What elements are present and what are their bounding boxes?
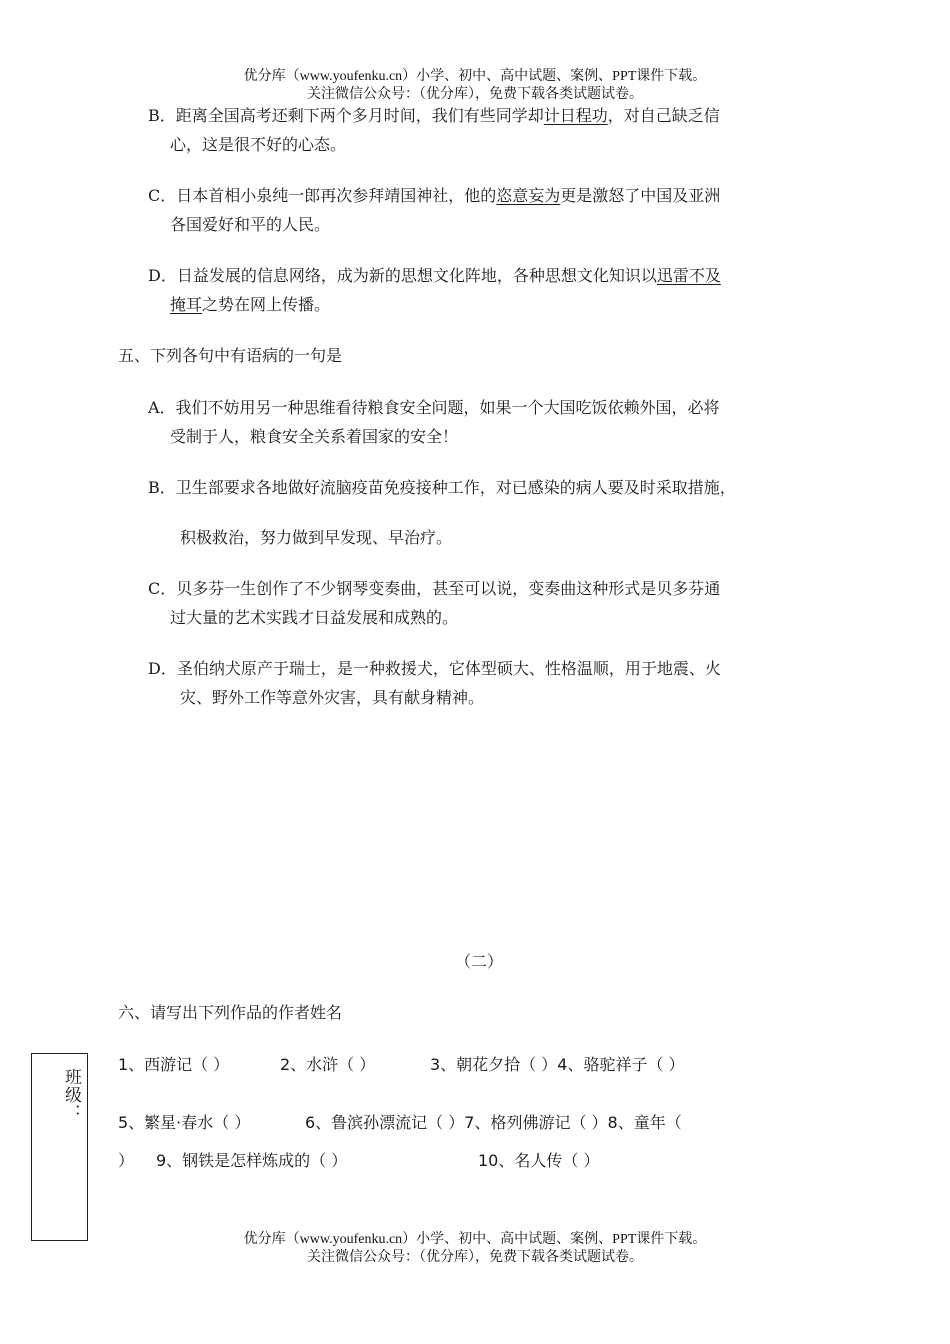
- q4-option-b-pre: B．距离全国高考还剩下两个多月时间，我们有些同学却: [148, 106, 544, 125]
- q4-option-d: [148, 266, 721, 286]
- q6-item-5: 5、繁星·春水（ ）: [118, 1113, 251, 1132]
- header-line-2: 关注微信公众号：（优分库），免费下载各类试题试卷。: [307, 87, 643, 102]
- q5-option-c-line1: C．贝多芬一生创作了不少钢琴变奏曲，甚至可以说，变奏曲这种形式是贝多芬通: [148, 579, 721, 598]
- footer-line-1: 优分库（www.youfenku.cn）小学、初中、高中试题、案例、PPT课件下载。: [243, 1232, 707, 1247]
- header-line-1: 优分库（www.youfenku.cn）小学、初中、高中试题、案例、PPT课件下载。: [243, 69, 707, 84]
- q5-title: 五、下列各句中有语病的一句是: [118, 346, 343, 365]
- q5-option-a-line2: 受制于人，粮食安全关系着国家的安全！: [170, 427, 459, 446]
- q4-option-b-post: ，对自己缺乏信: [607, 106, 720, 125]
- q4-option-d-line2: [170, 295, 330, 315]
- q4-option-d-term2: 掩耳: [170, 295, 203, 314]
- q6-item-2: 2、水浒（ ）: [280, 1055, 376, 1074]
- class-label: 班级：: [61, 1068, 81, 1122]
- q4-option-d-term1: 迅雷不及: [656, 266, 721, 285]
- q6-item-6-8: 6、鲁滨孙漂流记（ ）7、格列佛游记（ ）8、童年（: [305, 1113, 682, 1132]
- q4-option-c-term: 恣意妄为: [496, 186, 561, 205]
- q4-option-c-line2: 各国爱好和平的人民。: [170, 215, 331, 234]
- q4-option-b-term: 计日程功: [543, 106, 608, 125]
- q6-title: 六、请写出下列作品的作者姓名: [118, 1003, 343, 1022]
- q5-option-b-line1: B．卫生部要求各地做好流脑疫苗免疫接种工作，对已感染的病人要及时采取措施，: [148, 478, 736, 497]
- q6-item-9: 9、钢铁是怎样炼成的（ ）: [156, 1151, 348, 1170]
- q6-item-8-close: ）: [118, 1151, 135, 1170]
- q4-option-c: [148, 186, 720, 206]
- q4-option-b: [148, 106, 720, 126]
- q6-item-3-4: 3、朝花夕拾（ ）4、骆驼祥子（ ）: [430, 1055, 685, 1074]
- q5-option-d-line1: D．圣伯纳犬原产于瑞士，是一种救援犬，它体型硕大、性格温顺，用于地震、火: [148, 659, 721, 678]
- q4-option-b-line2: 心，这是很不好的心态。: [170, 135, 347, 154]
- q4-option-d-post2: 之势在网上传播。: [202, 295, 331, 314]
- q5-option-a-line1: A．我们不妨用另一种思维看待粮食安全问题，如果一个大国吃饭依赖外国，必将: [148, 398, 720, 417]
- q5-option-c-line2: 过大量的艺术实践才日益发展和成熟的。: [170, 608, 459, 627]
- q4-option-c-post: 更是激怒了中国及亚洲: [560, 186, 721, 205]
- q4-option-c-pre: C．日本首相小泉纯一郎再次参拜靖国神社，他的: [148, 186, 497, 205]
- footer-line-2: 关注微信公众号：（优分库），免费下载各类试题试卷。: [307, 1250, 643, 1265]
- q5-option-b-line2: 积极救治，努力做到早发现、早治疗。: [180, 528, 453, 547]
- q6-item-1: 1、西游记（ ）: [118, 1055, 230, 1074]
- q4-option-d-pre: D．日益发展的信息网络，成为新的思想文化阵地，各种思想文化知识以: [148, 266, 657, 285]
- q6-item-10: 10、名人传（ ）: [478, 1151, 600, 1170]
- section-2-title: （二）: [455, 952, 504, 971]
- q5-option-d-line2: 灾、野外工作等意外灾害，具有献身精神。: [180, 688, 485, 707]
